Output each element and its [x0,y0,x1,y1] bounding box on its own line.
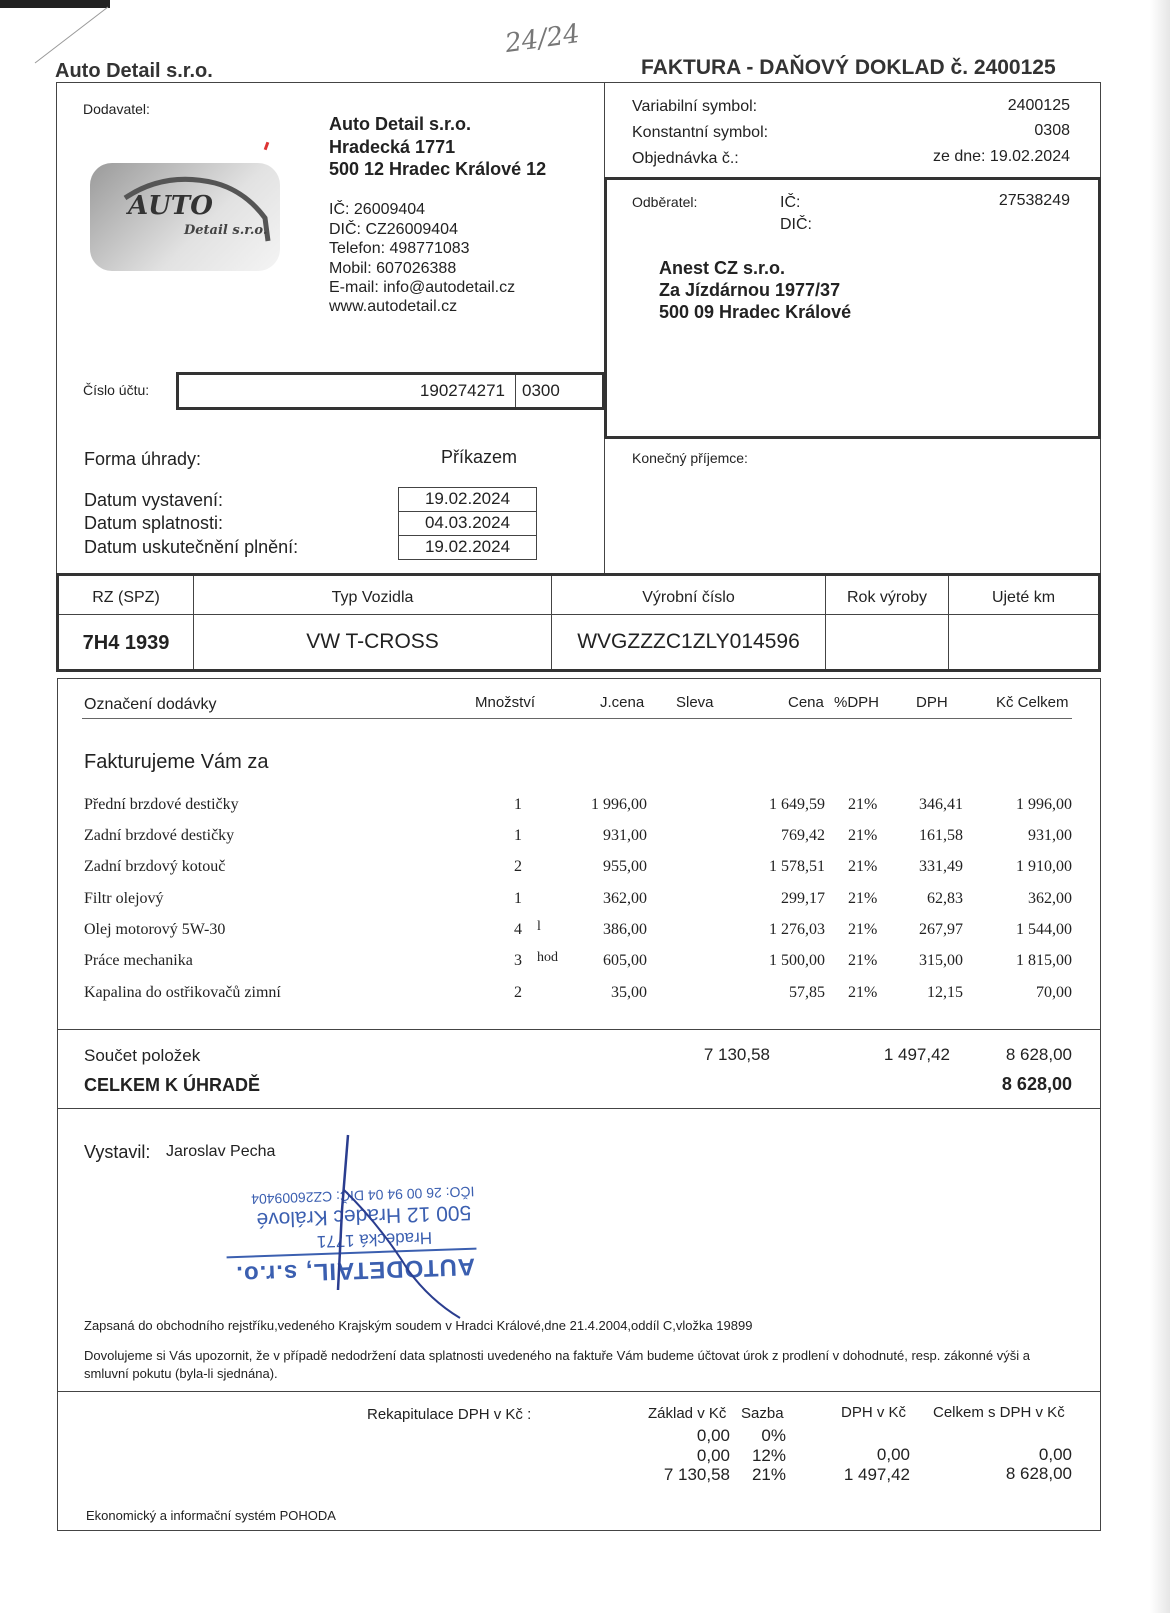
supplier-dic: DIČ: CZ26009404 [329,221,458,238]
invoice-title: FAKTURA - DAŇOVÝ DOKLAD č. 2400125 [641,56,1056,79]
item-price: 57,85 [789,984,825,1001]
customer-city: 500 09 Hradec Králové [659,302,852,322]
item-unit-price: 931,00 [603,827,647,844]
item-qty: 1 [514,890,522,907]
total-due-label: CELKEM K ÚHRADĚ [84,1075,261,1095]
variable-symbol-label: Variabilní symbol: [632,98,758,115]
item-qty: 1 [514,796,522,813]
sum-total: 8 628,00 [1005,1045,1072,1064]
logo-text: AUTO [128,191,213,221]
item-desc: Olej motorový 5W-30 [84,921,226,938]
vehicle-rz: 7H4 1939 [82,632,170,654]
sum-price: 7 130,58 [703,1045,770,1064]
vat-recap-base: 0,00 [696,1446,730,1465]
item-row [0,921,1170,945]
items-header-desc: Označení dodávky [84,696,217,713]
item-price: 1 649,59 [769,796,825,813]
item-vat: 62,83 [927,890,963,907]
signature [320,1130,480,1320]
item-vat-pct: 21% [848,796,878,813]
section-title: Fakturujeme Vám za [84,751,269,773]
supply-date-label: Datum uskutečnění plnění: [84,537,299,557]
vehicle-type: VW T-CROSS [306,630,439,653]
account-separator [515,375,516,407]
item-price: 1 276,03 [769,921,825,938]
item-row [0,952,1170,976]
variable-symbol-value: 2400125 [1007,97,1070,114]
vat-recap-header-rate: Sazba [741,1405,784,1422]
vehicle-table-row-divider [59,614,1098,615]
item-total: 1 544,00 [1016,921,1072,938]
items-header-vat: DPH [916,694,948,711]
scan-fold-line [30,5,110,65]
item-qty: 2 [514,858,522,875]
item-vat-pct: 21% [848,984,878,1001]
item-row [0,827,1170,851]
totals-top-divider [57,1029,1101,1030]
item-total: 1 910,00 [1016,858,1072,875]
stamp-line-2: 500 12 Hradec Králové [256,1200,472,1232]
sum-vat: 1 497,42 [883,1045,950,1064]
vat-recap-total: 0,00 [1038,1445,1072,1464]
item-vat-pct: 21% [848,952,878,969]
total-due-value: 8 628,00 [1001,1074,1072,1094]
item-vat: 12,15 [927,984,963,1001]
vat-recap-total: 8 628,00 [1005,1464,1072,1483]
vat-recap-base: 0,00 [696,1426,730,1445]
supplier-label: Dodavatel: [83,101,150,117]
issue-date-value: 19.02.2024 [424,489,511,508]
sum-label: Součet položek [84,1046,201,1065]
supplier-mobile: Mobil: 607026388 [329,260,457,277]
vehicle-header-type: Typ Vozidla [331,589,414,606]
items-header-price: Cena [788,694,824,711]
customer-ic-value: 27538249 [998,192,1070,209]
item-vat: 267,97 [919,921,963,938]
stamp-line-4: AUTODETAIL, s.r.o. [234,1252,476,1289]
vat-recap-vat: 0,00 [876,1445,910,1464]
item-total: 1 815,00 [1016,952,1072,969]
header-company: Auto Detail s.r.o. [55,60,213,82]
issuer-label: Vystavil: [84,1142,151,1162]
supplier-ic: IČ: 26009404 [329,201,426,218]
item-qty: 1 [514,827,522,844]
item-desc: Zadní brzdový kotouč [84,858,226,875]
totals-bottom-divider [57,1108,1101,1109]
item-unit-price: 362,00 [603,890,647,907]
vehicle-header-year: Rok výroby [846,589,928,606]
late-payment-warning-line-2: smluvní pokutu (byla-li sjednána). [84,1366,278,1381]
item-row [0,796,1170,820]
item-unit-price: 605,00 [603,952,647,969]
vat-recap-header-base: Základ v Kč [648,1405,727,1422]
item-price: 1 500,00 [769,952,825,969]
issue-date-label: Datum vystavení: [84,490,224,510]
item-vat: 331,49 [919,858,963,875]
due-date-label: Datum splatnosti: [84,513,224,533]
items-header-unit-price: J.cena [600,694,645,711]
item-vat-pct: 21% [848,858,878,875]
item-qty: 4 [514,921,522,938]
items-header-divider [82,718,1072,719]
vat-recap-header-total: Celkem s DPH v Kč [933,1404,1065,1421]
item-price: 299,17 [781,890,825,907]
vehicle-table [56,573,1101,672]
account-label: Číslo účtu: [83,382,150,398]
final-recipient-label: Konečný příjemce: [632,450,748,466]
order-number-label: Objednávka č.: [632,150,739,167]
vat-recap-rate: 12% [751,1446,786,1465]
vat-recap-rate: 0% [761,1426,786,1445]
customer-label: Odběratel: [632,194,698,210]
vehicle-vin: WVGZZZC1ZLY014596 [577,630,800,653]
item-total: 70,00 [1036,984,1072,1001]
item-price: 1 578,51 [769,858,825,875]
item-row [0,984,1170,1008]
item-price: 769,42 [781,827,825,844]
customer-name: Anest CZ s.r.o. [659,258,786,278]
vat-recap-vat: 1 497,42 [843,1465,910,1484]
logo-subtext: Detail s.r.o. [184,223,268,238]
item-qty: 2 [514,984,522,1001]
item-total: 931,00 [1028,827,1072,844]
item-total: 1 996,00 [1016,796,1072,813]
items-header-total: Kč Celkem [996,694,1069,711]
supplier-city: 500 12 Hradec Králové 12 [329,159,547,179]
item-desc: Kapalina do ostřikovačů zimní [84,984,281,1001]
items-header-vat-pct: %DPH [834,694,880,711]
payment-method-label: Forma úhrady: [84,449,202,469]
item-unit: l [537,919,541,934]
vehicle-header-rz: RZ (SPZ) [92,589,160,606]
constant-symbol-value: 0308 [1034,122,1070,139]
item-vat: 315,00 [919,952,963,969]
stamp-line-1: IČO: 26 00 94 04 DIČ: CZ26009404 [250,1183,475,1208]
item-row [0,858,1170,882]
item-unit-price: 1 996,00 [591,796,647,813]
account-bank-code: 0300 [522,381,560,400]
supplier-street: Hradecká 1771 [329,137,456,157]
vehicle-header-vin: Výrobní číslo [642,589,735,606]
stamp-line-3: Hradecká 1771 [316,1228,433,1252]
item-desc: Zadní brzdové destičky [84,827,235,844]
item-unit-price: 386,00 [603,921,647,938]
supplier-web: www.autodetail.cz [329,298,458,315]
due-date-value: 04.03.2024 [424,513,511,532]
item-vat-pct: 21% [848,827,878,844]
item-vat: 346,41 [919,796,963,813]
vehicle-header-km: Ujeté km [991,589,1056,606]
constant-symbol-label: Konstantní symbol: [632,124,769,141]
vat-recap-base: 7 130,58 [663,1465,730,1484]
item-vat-pct: 21% [848,921,878,938]
item-row [0,890,1170,914]
payment-method-value: Příkazem [441,447,518,467]
item-unit: hod [537,950,558,965]
supplier-phone: Telefon: 498771083 [329,240,470,257]
item-desc: Přední brzdové destičky [84,796,239,813]
recap-top-divider [57,1391,1101,1392]
item-total: 362,00 [1028,890,1072,907]
supplier-name: Auto Detail s.r.o. [329,114,472,134]
item-vat: 161,58 [919,827,963,844]
customer-ic-label: IČ: [780,194,801,211]
order-date: ze dne: 19.02.2024 [932,148,1070,165]
item-vat-pct: 21% [848,890,878,907]
vat-recap-header-vat: DPH v Kč [841,1404,907,1421]
item-qty: 3 [514,952,522,969]
supplier-email: E-mail: info@autodetail.cz [329,279,516,296]
issuer-name: Jaroslav Pecha [166,1143,276,1160]
items-header-discount: Sleva [676,694,714,711]
item-desc: Práce mechanika [84,952,193,969]
item-desc: Filtr olejový [84,890,164,907]
handwritten-page-note: 24/24 [503,18,582,60]
account-number: 190274271 [419,381,505,400]
items-header-qty: Množství [475,694,536,711]
late-payment-warning-line-1: Dovolujeme si Vás upozornit, že v případě nedodržení data splatnosti uvedeného na faktuře Vám budeme účtovat úrok z prodlení v dohodnuté, resp. zákonné výši a [84,1348,1030,1363]
vat-recap-rate: 21% [751,1465,786,1484]
item-unit-price: 35,00 [611,984,647,1001]
vat-recap-label: Rekapitulace DPH v Kč : [367,1406,532,1423]
footer-software: Ekonomický a informační systém POHODA [86,1508,336,1523]
customer-dic-label: DIČ: [780,216,812,233]
registry-note: Zapsaná do obchodního rejstříku,vedeného Krajským soudem v Hradci Králové,dne 21.4.2004,oddíl C,vložka 19899 [84,1318,753,1333]
supplier-logo [90,163,280,271]
item-unit-price: 955,00 [603,858,647,875]
supply-date-value: 19.02.2024 [424,537,511,556]
customer-street: Za Jízdárnou 1977/37 [659,280,841,300]
